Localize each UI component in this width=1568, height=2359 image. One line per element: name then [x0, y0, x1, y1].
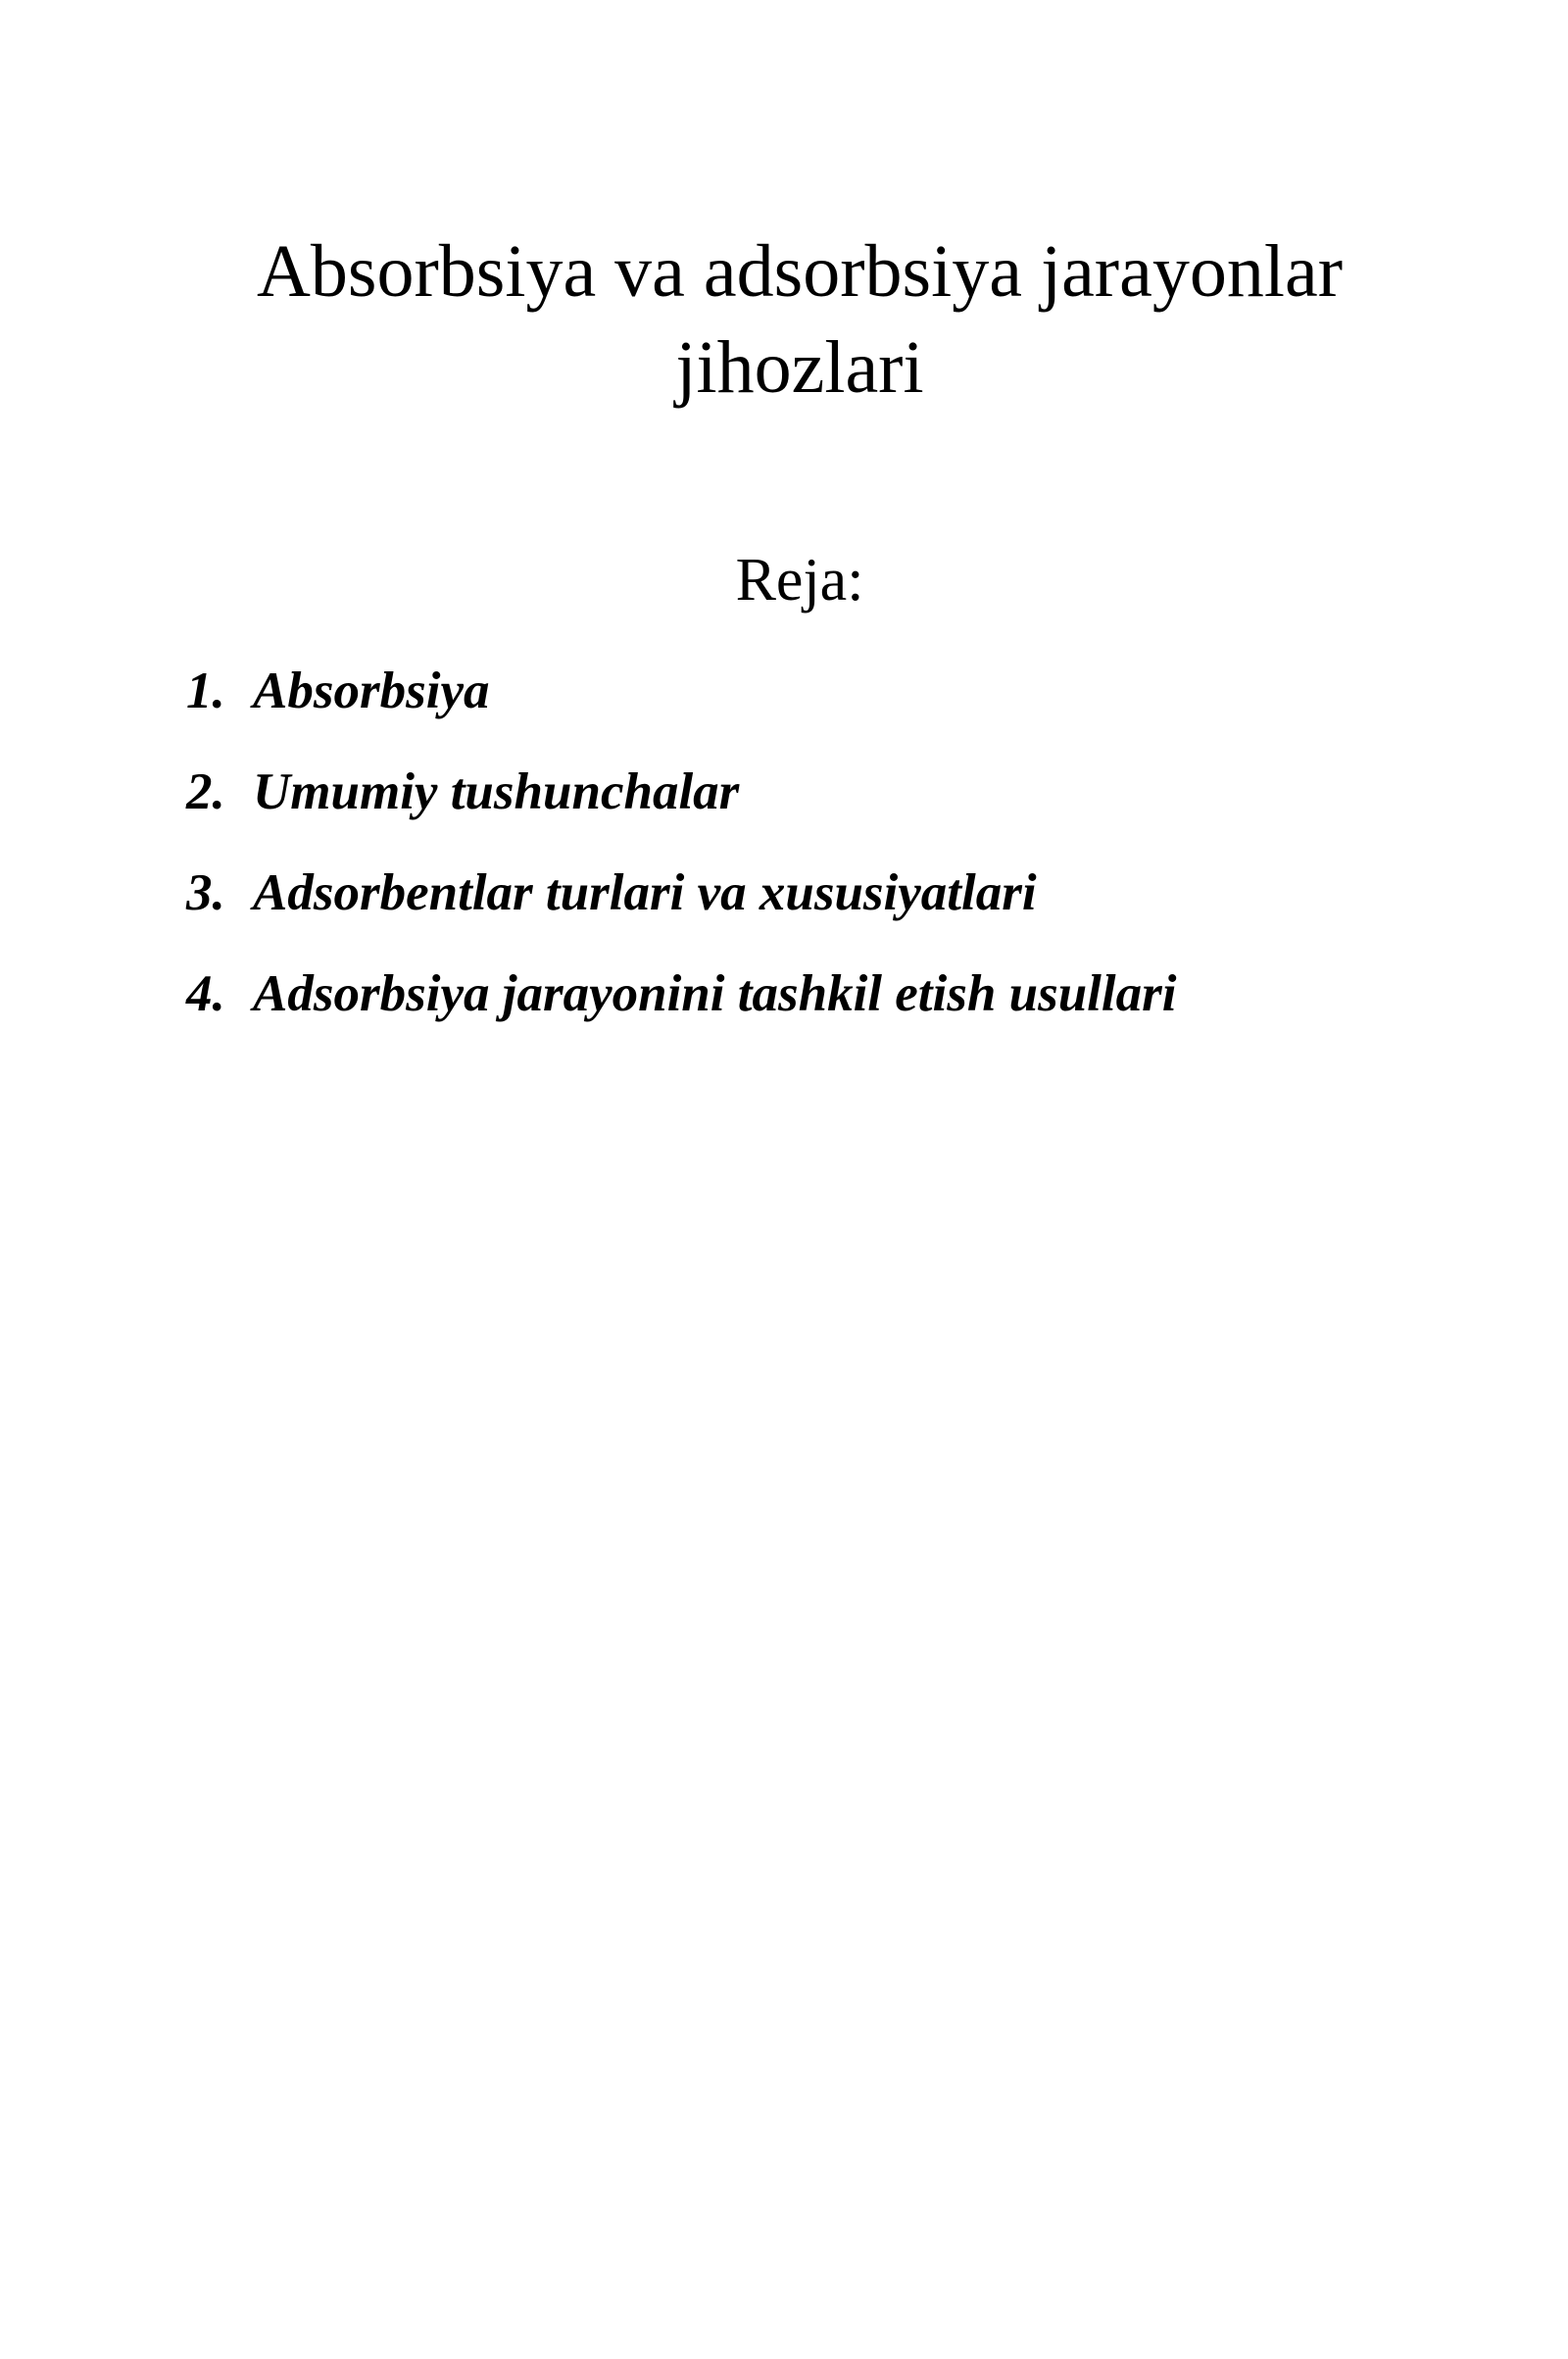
plan-item-text: Adsorbsiya jarayonini tashkil etish usullari	[253, 965, 1177, 1022]
plan-item-number: 2.	[186, 763, 225, 820]
plan-item-umumiy-tushunchalar	[186, 758, 1176, 859]
plan-item-text: Umumiy tushunchalar	[253, 763, 740, 820]
document-title: Absorbsiya va adsorbsiya jarayonlar jihozlari	[256, 230, 1343, 409]
plan-heading: Reja:	[735, 547, 864, 614]
plan-item-number: 3.	[186, 864, 225, 921]
plan-item-text: Absorbsiya	[253, 663, 490, 719]
plan-list	[186, 657, 1176, 1060]
plan-item-number: 1.	[186, 663, 225, 719]
plan-item-adsorbentlar	[186, 859, 1176, 959]
plan-item-tashkil-etish	[186, 959, 1176, 1060]
plan-item-absorbsiya	[186, 657, 1176, 758]
plan-item-text: Adsorbentlar turlari va xususiyatlari	[253, 864, 1037, 921]
plan-item-number: 4.	[186, 965, 225, 1022]
